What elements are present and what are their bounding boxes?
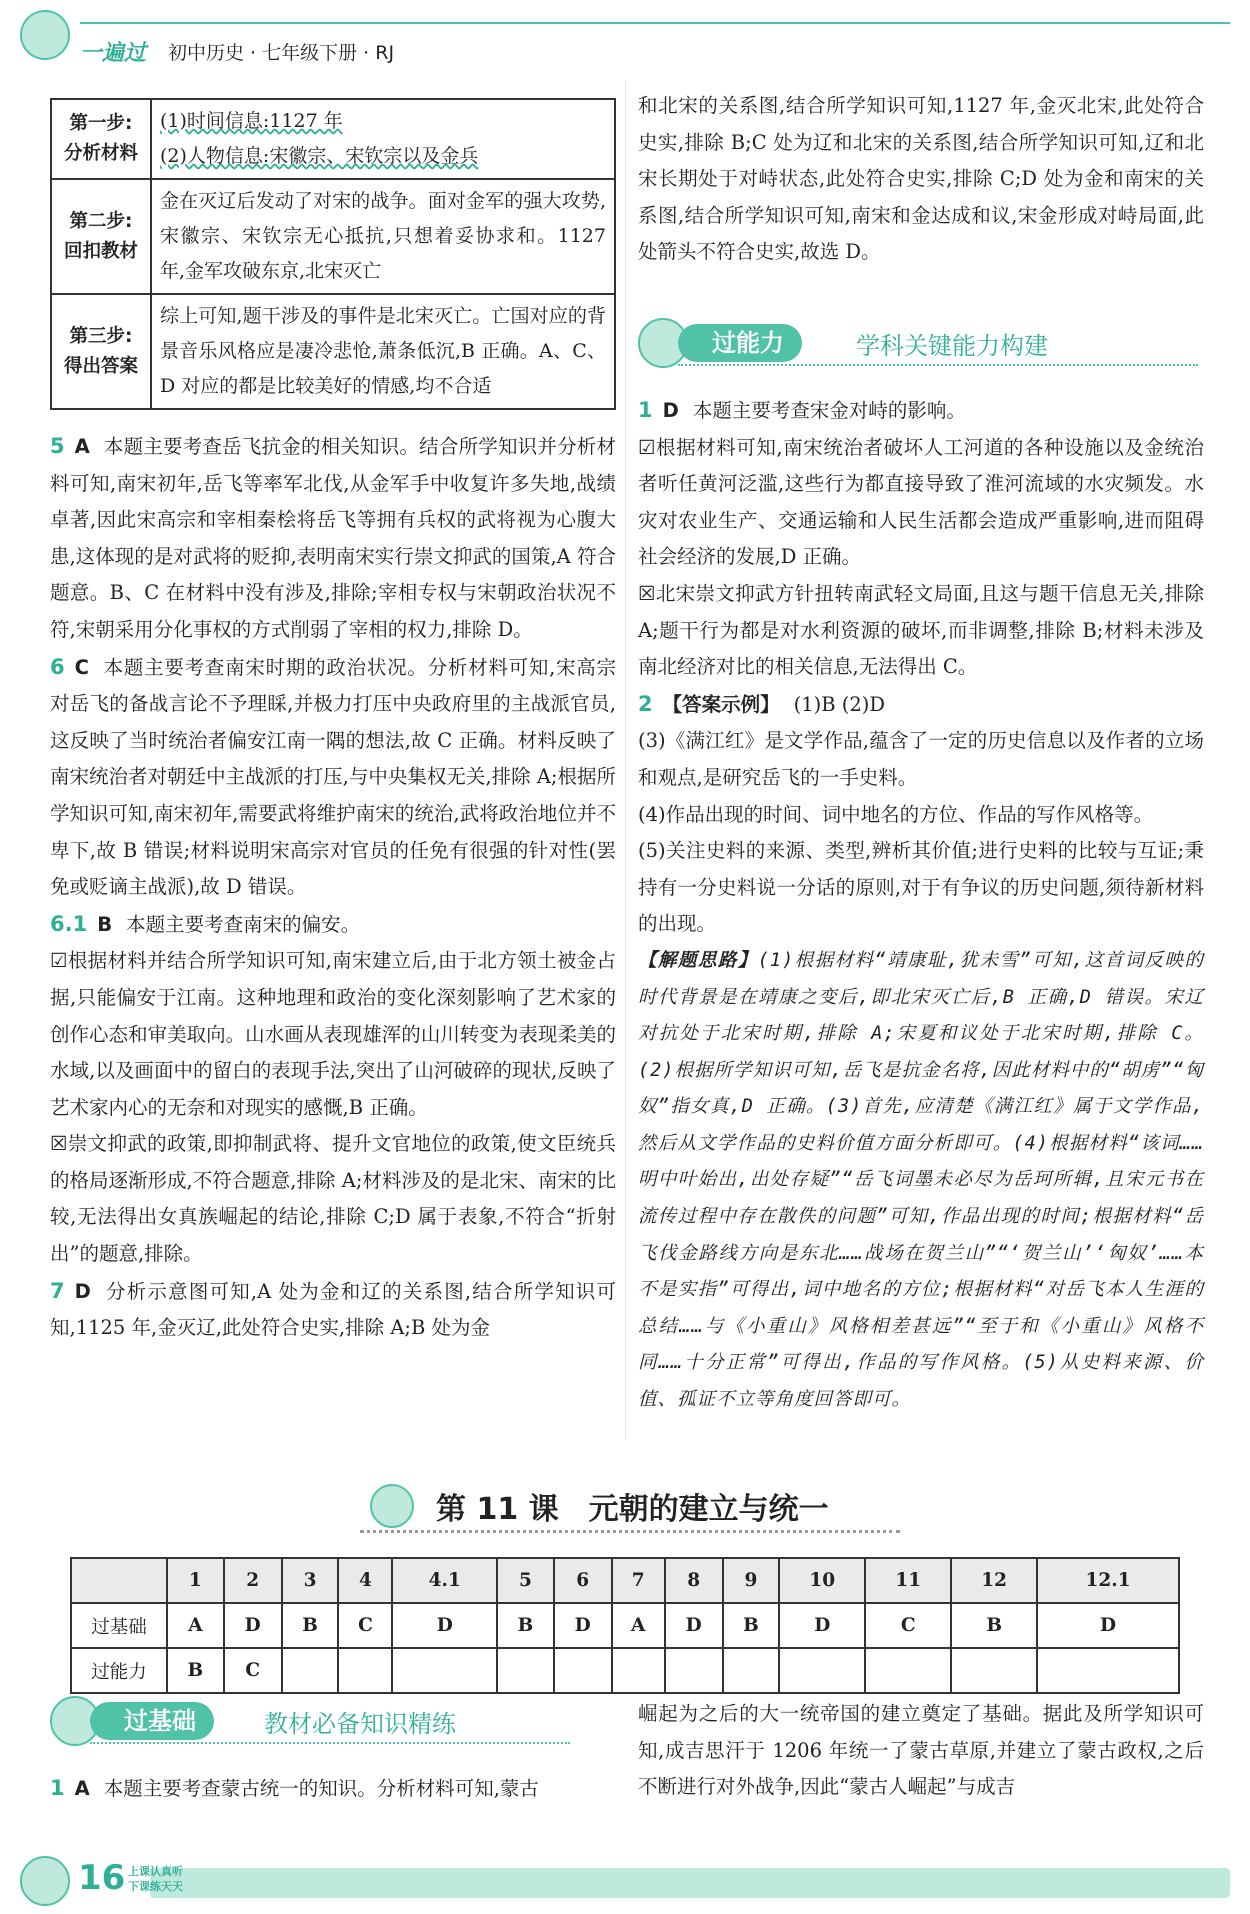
grid-cell <box>392 1648 497 1693</box>
step-content: 金在灭辽后发动了对宋的战争。面对金军的强大攻势,宋徽宗、宋钦宗无心抵抗,只想着妥协求和。1127 年,金军攻破东京,北宋灭亡 <box>151 179 615 294</box>
grid-header: 6 <box>554 1558 612 1603</box>
page-footer <box>0 1850 1250 1914</box>
grid-header-row <box>71 1558 1179 1603</box>
step-row <box>51 294 615 409</box>
book-title: 初中历史 · 七年级下册 · RJ <box>168 42 395 64</box>
brand-logo: 一遍过 <box>80 41 147 66</box>
mascot-icon <box>20 10 70 60</box>
grid-cell <box>497 1648 554 1693</box>
grid-cell <box>665 1648 723 1693</box>
grid-cell: C <box>865 1603 951 1648</box>
grid-cell <box>1037 1648 1179 1693</box>
section-banner-basic <box>50 1696 616 1746</box>
grid-cell <box>723 1648 780 1693</box>
answer-item: 1 A 本题主要考查蒙古统一的知识。分析材料可知,蒙古 <box>50 1776 539 1800</box>
grid-header: 10 <box>779 1558 865 1603</box>
footer-slogan: 上课认真听 下课练天天 <box>128 1865 183 1893</box>
answer-item: 1 D 本题主要考查宋金对峙的影响。 <box>638 398 966 422</box>
steps-table <box>50 98 616 410</box>
grid-header: 3 <box>282 1558 339 1603</box>
column-divider <box>625 80 626 1440</box>
grid-header: 8 <box>665 1558 723 1603</box>
section-rule <box>678 364 1198 366</box>
left-column <box>50 428 616 1347</box>
grid-cell: D <box>224 1603 282 1648</box>
grid-cell <box>865 1648 951 1693</box>
answer-item: (3)《满江红》是文学作品,蕴含了一定的历史信息以及作者的立场和观点,是研究岳飞的一手史料。 <box>638 729 1204 789</box>
grid-cell: B <box>497 1603 554 1648</box>
grid-cell: D <box>392 1603 497 1648</box>
answer-item: (5)关注史料的来源、类型,辨析其价值;进行史料的比较与互证;秉持有一分史料说一分话的原则,对于有争议的历史问题,须待新材料的出现。 <box>638 839 1204 936</box>
answer-item: ☒北宋崇文抑武方针扭转南武轻文局面,且这与题干信息无关,排除 A;题干行为都是对水利资源的破坏,而非调整,排除 B;材料未涉及南北经济对比的相关信息,无法得出 C。 <box>638 581 1204 679</box>
section-subtitle: 教材必备知识精练 <box>264 1710 456 1738</box>
step-row <box>51 179 615 294</box>
section-subtitle: 学科关键能力构建 <box>856 332 1048 360</box>
section-rule <box>90 1742 570 1744</box>
grid-corner <box>71 1558 167 1603</box>
answer-item: 6.1 B 本题主要考查南宋的偏安。 <box>50 911 361 936</box>
grid-header: 5 <box>497 1558 554 1603</box>
grid-cell <box>779 1648 865 1693</box>
section-title: 过能力 <box>678 324 802 362</box>
section-banner-ability <box>638 318 1204 368</box>
answer-item: ☑根据材料并结合所学知识可知,南宋建立后,由于北方领土被金占据,只能偏安于江南。这种地理和政治的变化深刻影响了艺术家的创作心态和审美取向。山水画从表现雄浑的山川转变为表现柔美的水域,以及画面中的留白的表现手法,突出了山河破碎的现状,反映了艺术家内心的无奈和对现实的感慨,B 正确。 <box>50 949 616 1119</box>
grid-cell: D <box>554 1603 612 1648</box>
grid-header: 4 <box>338 1558 392 1603</box>
right-column-top <box>638 88 1204 271</box>
grid-cell: B <box>167 1648 224 1693</box>
step-content: 综上可知,题干涉及的事件是北宋灭亡。亡国对应的背景音乐风格应是凄冷悲怆,萧条低沉,B 正确。A、C、D 对应的都是比较美好的情感,均不合适 <box>151 294 615 409</box>
answer-item: 6 C 本题主要考查南宋时期的政治状况。分析材料可知,宋高宗对岳飞的备战言论不予理睬,并极力打压中央政府里的主战派官员,这反映了当时统治者偏安江南一隅的想法,故 C 正确。材料反映了南宋统治者对朝廷中主战派的打压,与中央集权无关,排除 A;根据所学知识可知,南宋初年,需要武将维护南宋的统治,武将政治地位并不卑下,故 B 错误;材料说明宋高宗对官员的任免有很强的针对性(罢免或贬谪主战派),故 D 错误。 <box>50 654 616 899</box>
grid-cell: B <box>723 1603 780 1648</box>
grid-header: 4.1 <box>392 1558 497 1603</box>
grid-header: 7 <box>612 1558 665 1603</box>
lesson-title: 第 11 课 元朝的建立与统一 <box>436 1492 829 1527</box>
flower-icon <box>370 1484 414 1528</box>
answer-item: 7 D 分析示意图可知,A 处为金和辽的关系图,结合所学知识可知,1125 年,金灭辽,此处符合史实,排除 A;B 处为金 <box>50 1278 616 1340</box>
grid-header: 11 <box>865 1558 951 1603</box>
mascot-icon <box>20 1856 70 1906</box>
step-row <box>51 99 615 179</box>
grid-row-label: 过能力 <box>71 1648 167 1693</box>
answer-item: ☒崇文抑武的政策,即抑制武将、提升文官地位的政策,使文臣统兵的格局逐渐形成,不符合题意,排除 A;材料涉及的是北宋、南宋的比较,无法得出女真族崛起的结论,排除 C;D 属于表象,不符合“折射出”的题意,排除。 <box>50 1132 616 1266</box>
answer-item: ☑根据材料可知,南宋统治者破坏人工河道的各种设施以及金统治者听任黄河泛滥,这些行为都直接导致了淮河流域的水灾频发。水灾对农业生产、交通运输和人民生活都会造成严重影响,进而阻碍社会经济的发展,D 正确。 <box>638 435 1204 569</box>
bottom-right <box>638 1696 1204 1806</box>
section-title: 过基础 <box>90 1702 214 1740</box>
footer-bar <box>150 1868 1230 1898</box>
answer-item: 5 A 本题主要考查岳飞抗金的相关知识。结合所学知识并分析材料可知,南宋初年,岳飞等率军北伐,从金军手中收复许多失地,战绩卓著,因此宋高宗和宰相秦桧将岳飞等拥有兵权的武将视为心腹大患,这体现的是对武将的贬抑,表明南宋实行崇文抑武的国策,A 符合题意。B、C 在材料中没有涉及,排除;宰相专权与宋朝政治状况不符,宋朝采用分化事权的方式削弱了宰相的权力,排除 D。 <box>50 434 616 641</box>
grid-cell: D <box>665 1603 723 1648</box>
grid-cell <box>612 1648 665 1693</box>
step-content: (1)时间信息:1127 年 (2)人物信息:宋徽宗、宋钦宗以及金兵 <box>151 99 615 179</box>
grid-cell <box>554 1648 612 1693</box>
grid-cell: D <box>779 1603 865 1648</box>
grid-header: 1 <box>167 1558 224 1603</box>
grid-cell: A <box>167 1603 224 1648</box>
grid-cell <box>951 1648 1037 1693</box>
answer-item: 2 【答案示例】 (1)B (2)D <box>638 691 886 716</box>
solution-tag: 【解题思路】 <box>638 949 758 971</box>
answer-continued: 崛起为之后的大一统帝国的建立奠定了基础。据此及所学知识可知,成吉思汗于 1206 年统一了蒙古草原,并建立了蒙古政权,之后不断进行对外战争,因此“蒙古人崛起”与成吉 <box>638 1702 1204 1799</box>
lesson-title-rule <box>360 1530 900 1533</box>
grid-header: 2 <box>224 1558 282 1603</box>
page-number: 16 <box>78 1858 126 1898</box>
grid-header: 9 <box>723 1558 780 1603</box>
answer-item: (4)作品出现的时间、词中地名的方位、作品的写作风格等。 <box>638 802 1154 826</box>
page-header <box>0 0 1250 66</box>
grid-cell: A <box>612 1603 665 1648</box>
right-column <box>638 392 1204 1419</box>
grid-cell <box>282 1648 339 1693</box>
grid-cell: B <box>282 1603 339 1648</box>
grid-cell: D <box>1037 1603 1179 1648</box>
grid-row <box>71 1603 1179 1648</box>
grid-cell <box>338 1648 392 1693</box>
grid-header: 12.1 <box>1037 1558 1179 1603</box>
grid-header: 12 <box>951 1558 1037 1603</box>
step-label: 第一步: 分析材料 <box>51 99 151 179</box>
solution-approach: 【解题思路】(1)根据材料“靖康耻,犹未雪”可知,这首词反映的时代背景是在靖康之变后,即北宋灭亡后,B 正确,D 错误。宋辽对抗处于北宋时期,排除 A;宋夏和议处于北宋时期,排除 C。(2)根据所学知识可知,岳飞是抗金名将,因此材料中的“胡虏”“匈奴”指女真,D 正确。(3)首先,应清楚《满江红》属于文学作品,然后从文学作品的史料价值方面分析即可。(4)根据材料“该词……明中叶始出,出处存疑”“岳飞词墨未必尽为岳珂所辑,且宋元书在流传过程中存在散佚的问题”可知,作品出现的时间;根据材料“岳飞伐金路线方向是东北……战场在贺兰山”“‘贺兰山’‘匈奴’……本不是实指”可得出,词中地名的方位;根据材料“对岳飞本人生涯的总结……与《小重山》风格相差甚远”“至于和《小重山》风格不同……十分正常”可得出,作品的写作风格。(5)从史料来源、价值、孤证不立等角度回答即可。 <box>638 949 1204 1411</box>
grid-row <box>71 1648 1179 1693</box>
grid-cell: C <box>224 1648 282 1693</box>
grid-row-label: 过基础 <box>71 1603 167 1648</box>
grid-cell: C <box>338 1603 392 1648</box>
step-label: 第二步: 回扣教材 <box>51 179 151 294</box>
answer-continued: 和北宋的关系图,结合所学知识可知,1127 年,金灭北宋,此处符合史实,排除 B;C 处为辽和北宋的关系图,结合所学知识可知,辽和北宋长期处于对峙状态,此处符合史实,排除 C;D 处为金和南宋的关系图,结合所学知识可知,南宋和金达成和议,宋金形成对峙局面,此处箭头不符合史实,故选 D。 <box>638 94 1204 264</box>
header-rule <box>80 22 1230 24</box>
step-label: 第三步: 得出答案 <box>51 294 151 409</box>
answer-grid <box>70 1557 1180 1694</box>
bottom-left <box>50 1770 616 1808</box>
grid-cell: B <box>951 1603 1037 1648</box>
